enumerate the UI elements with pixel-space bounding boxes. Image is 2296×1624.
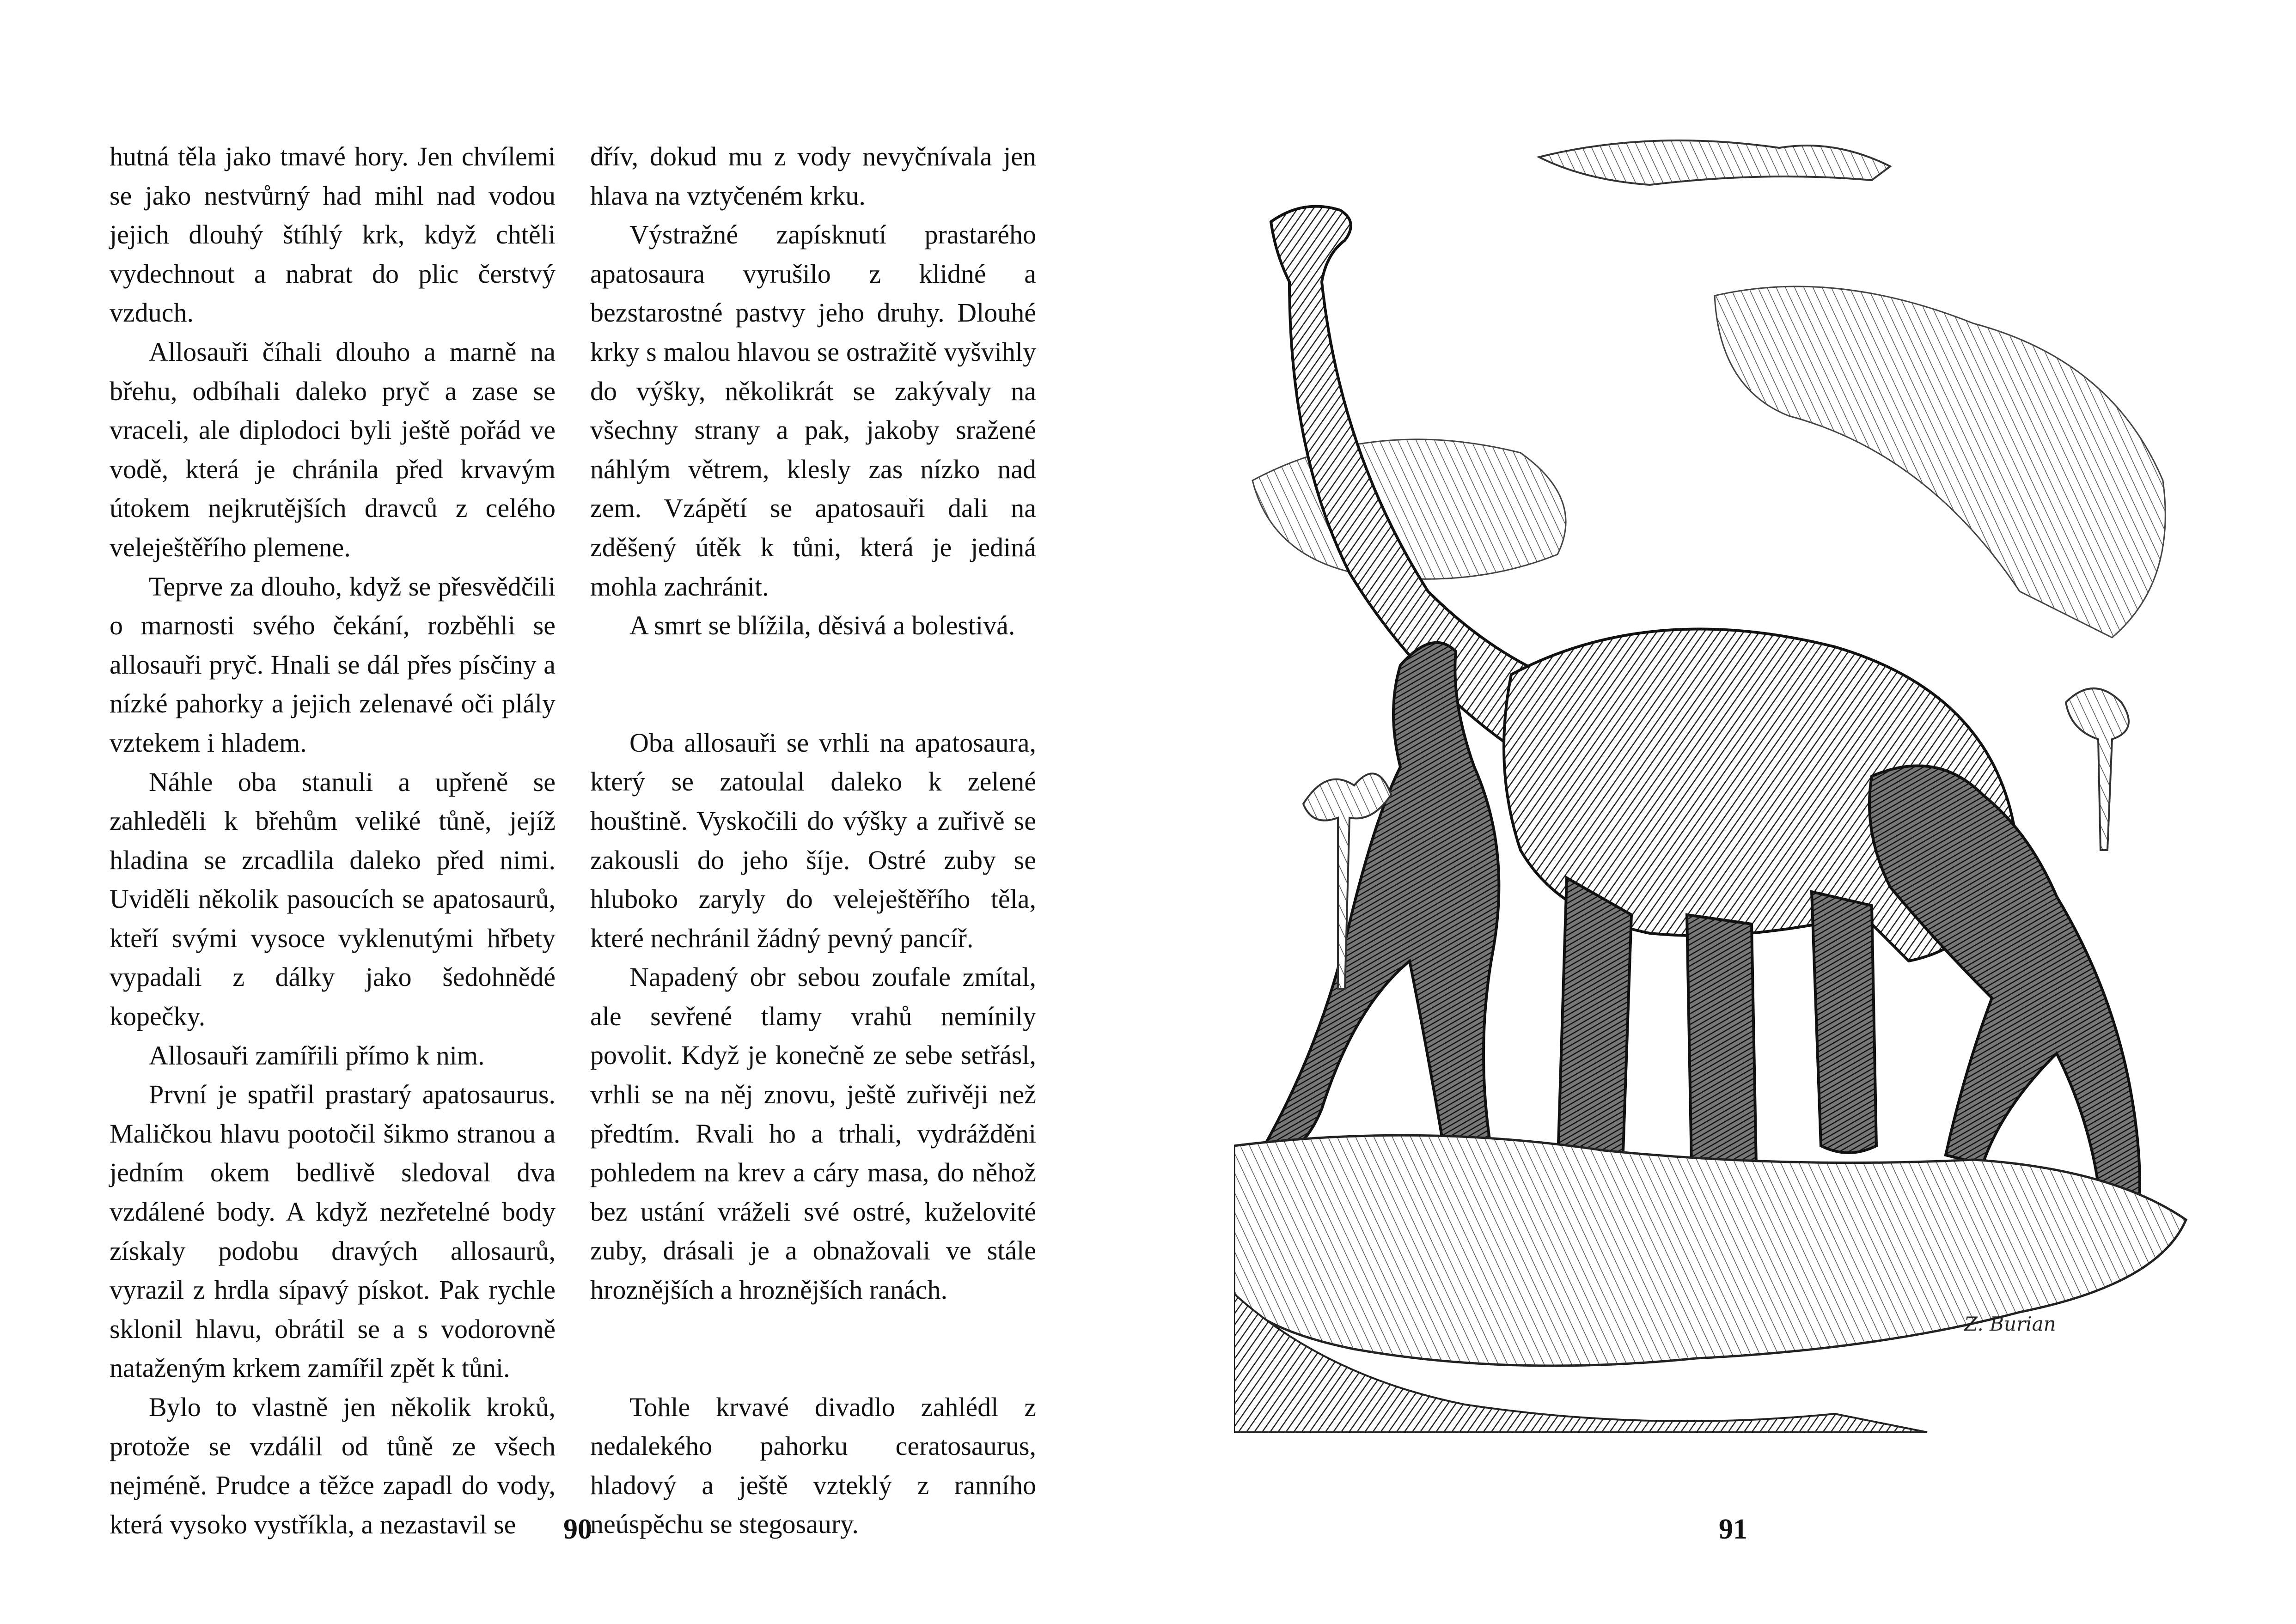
artist-signature: Z. Burian bbox=[1964, 1313, 2056, 1335]
paragraph: hutná těla jako tmavé hory. Jen chvílemi se jako nestvůrný had mihl nad vodou jejich dlouhý štíhlý krk, když chtěli vydechnout a nabrat do plic čerstvý vzduch. bbox=[110, 141, 556, 328]
paragraph: Allosauři číhali dlouho a marně na břehu, odbíhali daleko pryč a zase se vraceli, ale diplodoci byli ještě pořád ve vodě, která je chránila před krvavým útokem nejkrutějších dravců z celého veleještěřího plemene. bbox=[110, 336, 556, 562]
page-number-right: 91 bbox=[1719, 1514, 1747, 1545]
paragraph: Teprve za dlouho, když se přesvědčili o marnosti svého čekání, rozběhli se allosauři pryč. Hnali se dál přes písčiny a nízké pahorky a jejich zelenavé oči plály vztekem i hladem. bbox=[110, 571, 556, 758]
paragraph: dřív, dokud mu z vody nevyčnívala jen hlava na vztyčeném krku. bbox=[590, 141, 1036, 211]
right-column-text bbox=[590, 137, 1036, 1544]
left-page-text bbox=[110, 137, 556, 1544]
paragraph: Tohle krvavé divadlo zahlédl z nedalekého pahorku ceratosaurus, hladový a ještě vzteklý z ranního neúspěchu se stegosaury. bbox=[590, 1392, 1036, 1539]
dinosaur-illustration-icon bbox=[1234, 129, 2223, 1442]
paragraph: Allosauři zamířili přímo k nim. bbox=[149, 1040, 485, 1071]
paragraph: Oba allosauři se vrhli na apatosaura, který se zatoulal daleko k zelené houštině. Vyskočili do výšky a zuřivě se zakousli do jeho šíje. Ostré zuby se hluboko zaryly do veleještěřího těla, které nechránil žádný pevný pancíř. bbox=[590, 727, 1036, 953]
paragraph: První je spatřil prastarý apatosaurus. Maličkou hlavu pootočil šikmo stranou a jedním okem bedlivě sledoval dva vzdálené body. A když nezřetelné body získaly podobu dravých allosaurů, vyrazil z hrdla sípavý pískot. Pak rychle sklonil hlavu, obrátil se a s vodorovně nataženým krkem zamířil zpět k tůni. bbox=[110, 1079, 556, 1383]
paragraph: Výstražné zapísknutí prastarého apatosaura vyrušilo z klidné a bezstarostné pastvy jeho druhy. Dlouhé krky s malou hlavou se ostražitě vyšvihly do výšky, několikrát se zakývaly na všechny strany a pak, jakoby sražené náhlým větrem, klesly zas nízko nad zem. Vzápětí se apatosauři dali na zděšený útěk k tůni, která je jediná mohla zachránit. bbox=[590, 219, 1036, 602]
paragraph: Napadený obr sebou zoufale zmítal, ale sevřené tlamy vrahů nemínily povolit. Když je konečně ze sebe setřásl, vrhli se na něj znovu, ještě zuřivěji než předtím. Rvali ho a trhali, vydrážděni pohledem na krev a cáry masa, do něhož bez ustání vráželi své ostré, kuželovité zuby, drásali je a obnažovali ve stále hroznějších a hroznějších ranách. bbox=[590, 962, 1036, 1305]
page-number-left: 90 bbox=[563, 1514, 592, 1545]
paragraph: Bylo to vlastně jen několik kroků, protože se vzdálil od tůně ze všech nejméně. Prudce a těžce zapadl do vody, která vysoko vystříkla, a nezastavil se bbox=[110, 1392, 556, 1539]
paragraph: A smrt se blížila, děsivá a bolestivá. bbox=[629, 610, 1015, 641]
paragraph: Náhle oba stanuli a upřeně se zahleděli k břehům veliké tůně, jejíž hladina se zrcadlila daleko před nimi. Uviděli několik pasoucích se apatosaurů, kteří svými vysoce vyklenutými hřbety vypadali z dálky jako šedohnědé kopečky. bbox=[110, 766, 556, 1032]
